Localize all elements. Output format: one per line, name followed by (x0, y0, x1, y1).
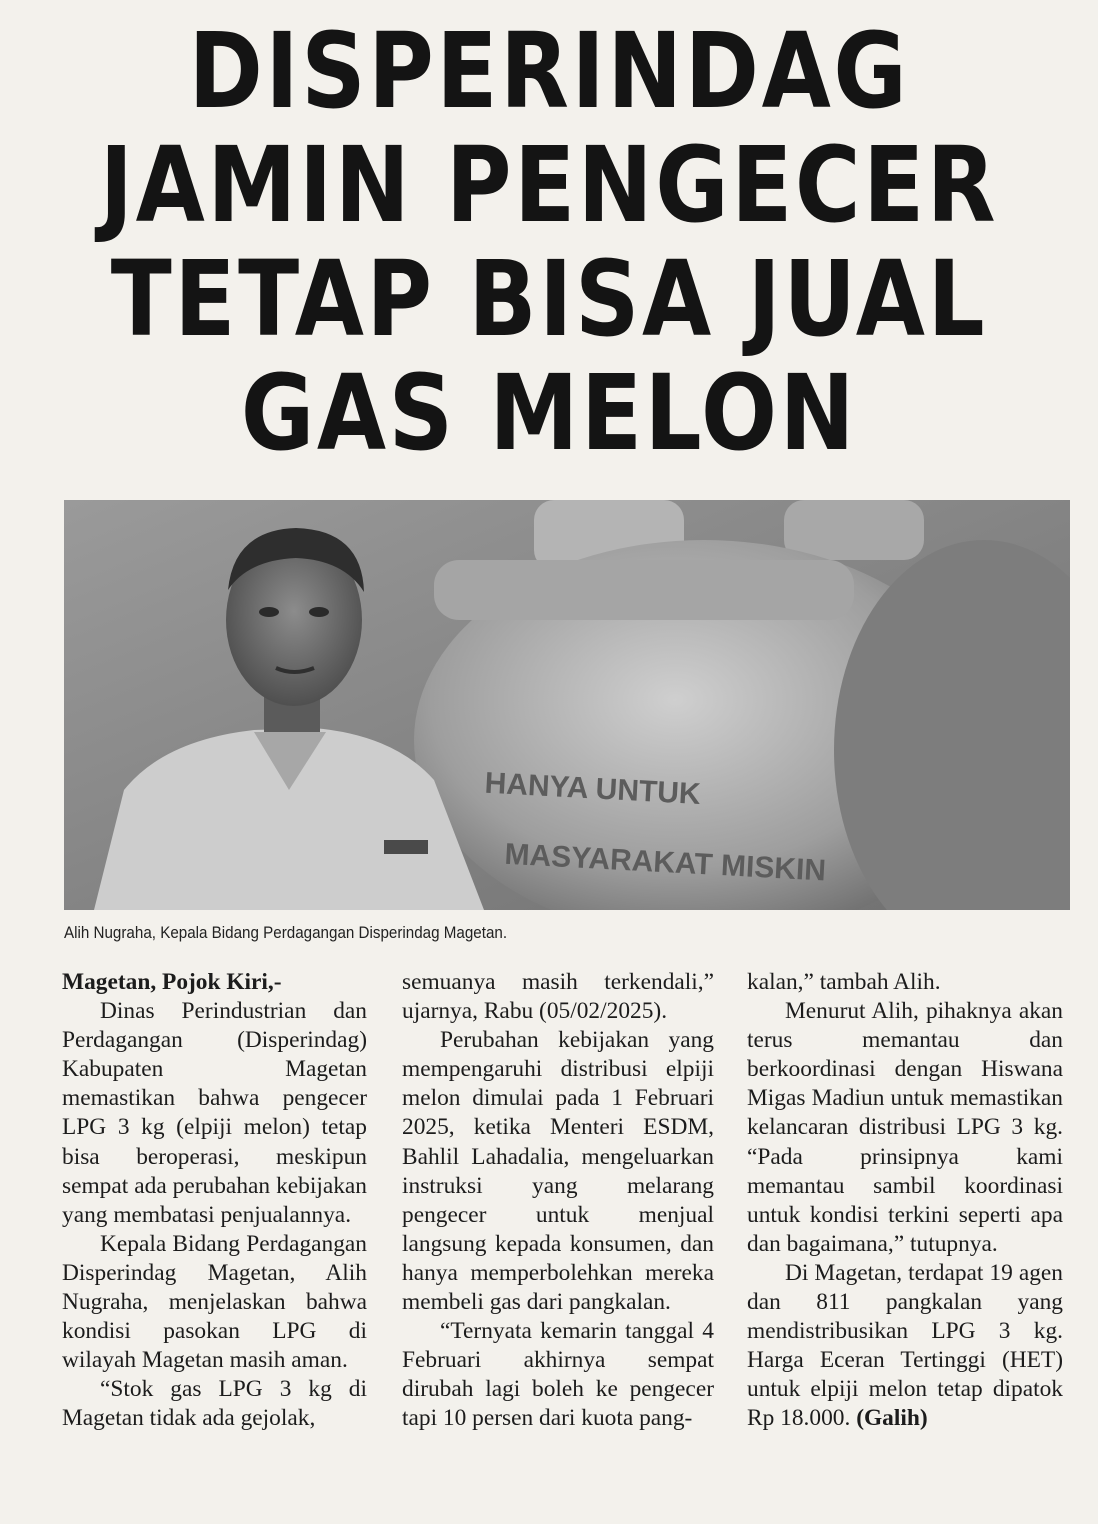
article-column-3 (747, 968, 1063, 1434)
paragraph: Menurut Alih, pihaknya akan terus memantau dan berkoordinasi dengan Hiswana Migas Madiun untuk memastikan kelancaran distribusi LPG 3 kg. “Pada prinsipnya kami memantau sambil koordinasi untuk kondisi terkini seperti apa dan bagaimana,” tutupnya. (747, 998, 1063, 1257)
article-column-2 (402, 968, 714, 1434)
dateline: Magetan, Pojok Kiri,- (62, 969, 282, 995)
headline-line-4: GAS MELON (240, 352, 858, 474)
paragraph: Kepala Bidang Perdagangan Disperindag Magetan, Alih Nugraha, menjelaskan bahwa kondisi pasokan LPG di wilayah Magetan masih aman. (62, 1230, 367, 1374)
author-signature: (Galih) (856, 1405, 928, 1432)
headline-line-3: TETAP BISA JUAL (110, 238, 988, 360)
cylinder-label-2: MASYARAKAT MISKIN (503, 837, 827, 888)
paragraph (747, 1259, 1063, 1434)
paragraph: “Ternyata kemarin tanggal 4 Februari akhirnya sempat dirubah lagi boleh ke pengecer tapi 10 persen dari kuota pang- (402, 1318, 714, 1432)
photo-illustration (64, 500, 1070, 910)
paragraph: Dinas Perindustrian dan Perdagangan (Disperindag) Kabupaten Magetan memastikan bahwa pengecer LPG 3 kg (elpiji melon) tetap bisa beroperasi, meskipun sempat ada perubahan kebijakan yang membatasi penjualannya. (62, 998, 367, 1228)
headline-line-1: DISPERINDAG (188, 10, 910, 132)
paragraph: Perubahan kebijakan yang mempengaruhi distribusi elpiji melon dimulai pada 1 Februari 2025, ketika Menteri ESDM, Bahlil Lahadalia, mengeluarkan instruksi yang melarang pengecer untuk menjual langsung kepada konsumen, dan hanya memperbolehkan mereka membeli gas dari pangkalan. (402, 1027, 714, 1316)
paragraph: “Stok gas LPG 3 kg di Magetan tidak ada gejolak, (62, 1376, 367, 1432)
headline-line-2: JAMIN PENGECER (99, 124, 999, 246)
news-photo (64, 500, 1070, 910)
paragraph: kalan,” tambah Alih. (747, 969, 941, 995)
article-column-1 (62, 968, 367, 1434)
cylinder-label-1: HANYA UNTUK (483, 766, 702, 811)
paragraph: semuanya masih terkendali,” ujarnya, Rabu (05/02/2025). (402, 969, 714, 1025)
name-tag (384, 840, 428, 854)
headline (77, 10, 1021, 474)
photo-caption: Alih Nugraha, Kepala Bidang Perdagangan Disperindag Magetan. (64, 924, 508, 942)
paragraph-text: Di Magetan, terdapat 19 agen dan 811 pangkalan yang mendistribusikan LPG 3 kg. Harga Eceran Tertinggi (HET) untuk elpiji melon tetap dipatok Rp 18.000. (747, 1259, 1063, 1432)
